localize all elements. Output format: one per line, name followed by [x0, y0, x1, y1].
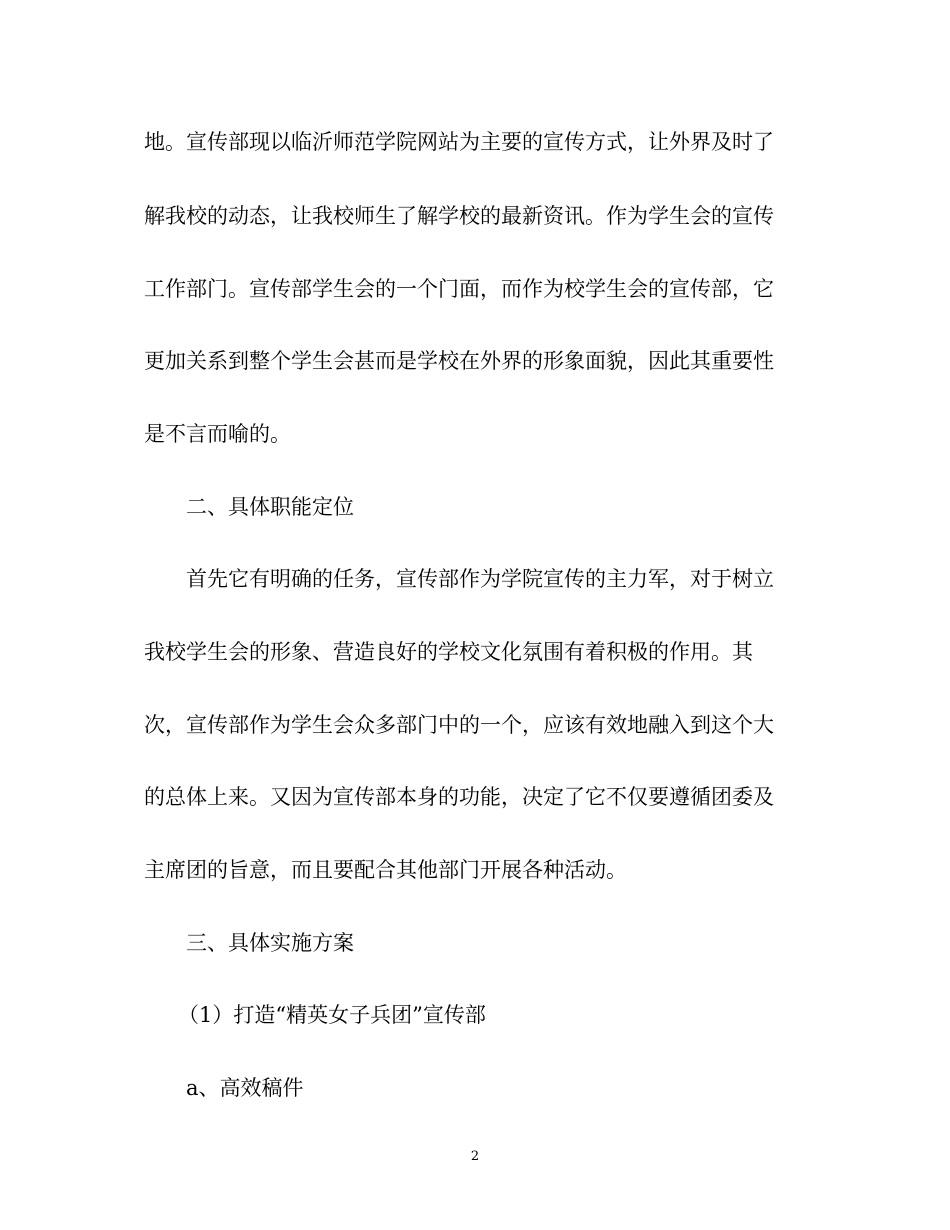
paragraph-line: 地。宣传部现以临沂师范学院网站为主要的宣传方式，让外界及时了 [144, 130, 774, 154]
paragraph-line: 解我校的动态，让我校师生了解学校的最新资讯。作为学生会的宣传 [144, 204, 774, 228]
paragraph-line: 工作部门。宣传部学生会的一个门面，而作为校学生会的宣传部，它 [144, 277, 774, 301]
paragraph-line: 是不言而喻的。 [144, 422, 291, 446]
section-heading: 二、具体职能定位 [186, 495, 354, 519]
paragraph-line: 首先它有明确的任务，宣传部作为学院宣传的主力军，对于树立 [186, 567, 774, 591]
section-heading: 三、具体实施方案 [186, 931, 354, 955]
paragraph-line: 我校学生会的形象、营造良好的学校文化氛围有着积极的作用。其 [144, 640, 753, 664]
paragraph-line: 主席团的旨意，而且要配合其他部门开展各种活动。 [144, 858, 627, 882]
paragraph-line: 的总体上来。又因为宣传部本身的功能，决定了它不仅要遵循团委及 [144, 785, 774, 809]
page-number: 2 [470, 1149, 480, 1164]
subsection-heading: a、高效稿件 [186, 1076, 304, 1100]
paragraph-line: 更加关系到整个学生会甚而是学校在外界的形象面貌，因此其重要性 [144, 349, 774, 373]
paragraph-line: 次，宣传部作为学生会众多部门中的一个，应该有效地融入到这个大 [144, 713, 774, 737]
subsection-heading: （1）打造“精英女子兵团”宣传部 [178, 1003, 486, 1027]
